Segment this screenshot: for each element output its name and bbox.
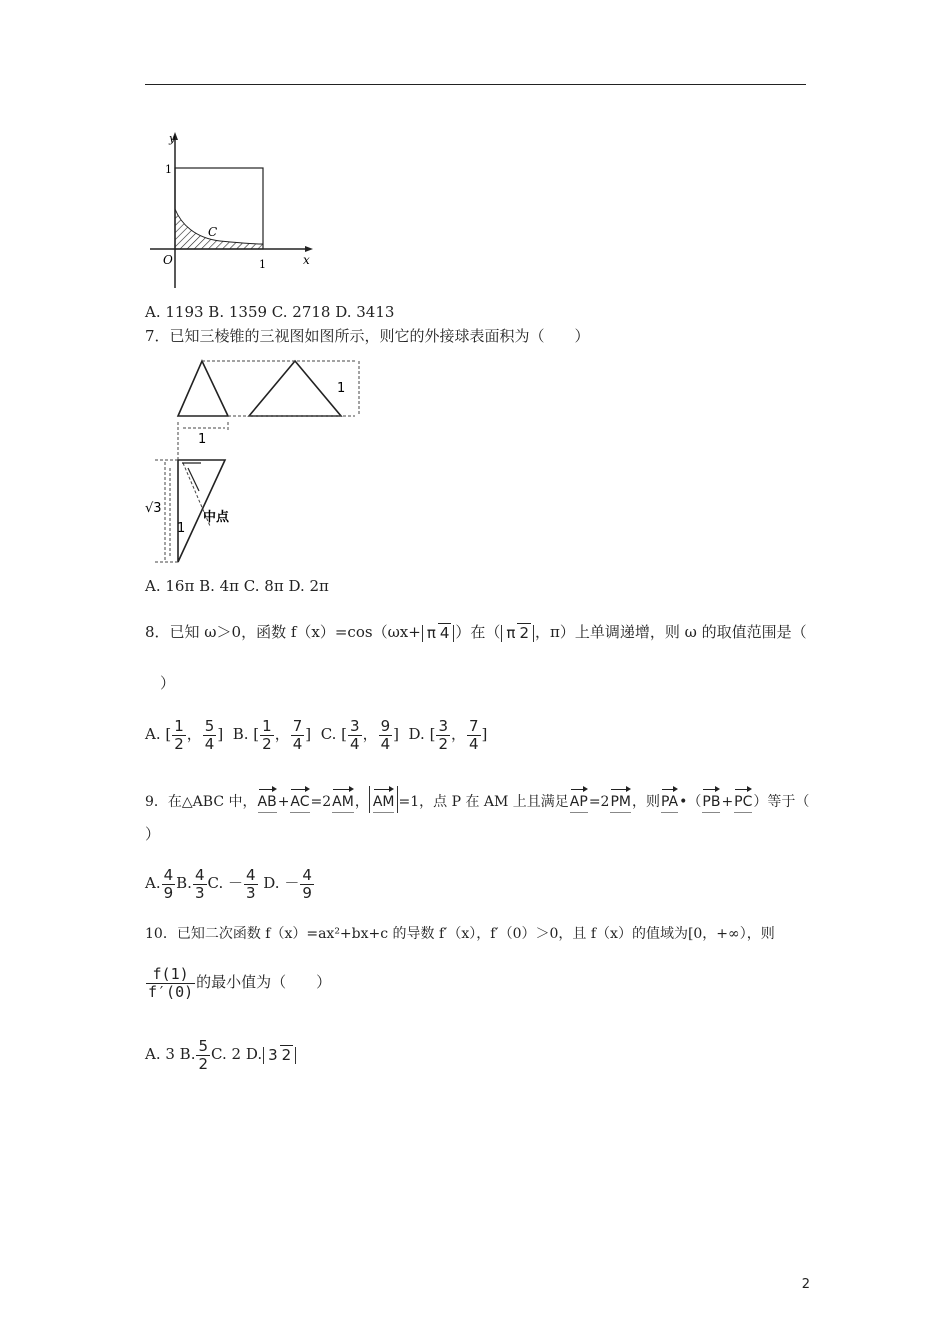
q9-opt-b-frac: $\frac{4}{3}$ [194,865,205,902]
curve-label: C [208,225,218,239]
y-label: y [169,132,176,145]
q9-opt-d-frac: $\frac{4}{9}$ [302,865,312,902]
vec-pm: PM [610,786,631,813]
vec-pb: PB [702,786,720,813]
q8-stem-c: ，π）上单调递增，则 ω 的取值范围是（ [535,623,807,641]
q10-frac: $\frac{f(1)}{f'(0)}$ [148,964,194,1001]
q7-stem: 7．已知三棱锥的三视图如图所示，则它的外接球表面积为（ ） [145,327,590,345]
dim-sqrt3: √3 [145,501,162,516]
q8-opt-b-frac2: $\frac{7}{4}$ [292,716,303,753]
q9-opt-c-frac: $\frac{4}{3}$ [245,865,256,902]
q10-frac-line: $\frac{f(1)}{f'(0)}$ 的最小值为（ ） [148,964,332,1001]
q10-stem: 10．已知二次函数 f（x）=ax²+bx+c 的导数 f′（x），f′（0）＞0，且 f（x）的值域为[0，+∞），则 [145,926,775,942]
q8-opt-b-frac1: $\frac{1}{2}$ [262,716,272,753]
tick-y-1: 1 [165,163,172,176]
q10-opt-d-frac: 3 2 [263,1047,296,1064]
shaded-region [175,209,263,249]
dim-bottom: 1 [198,432,207,447]
q9-opt-a-frac: $\frac{4}{9}$ [163,865,174,902]
q9-stem-close: ） [145,825,161,843]
q10-opt-b-frac: $\frac{5}{2}$ [198,1036,209,1073]
vec-ac: AC [290,786,309,813]
vec-am-abs: AM [373,786,395,813]
q8-stem-close: ） [160,674,176,692]
vec-am: AM [332,786,354,813]
q8-frac-pi-2: π 2 [501,625,534,642]
tick-x-1: 1 [259,258,266,271]
q8-opt-a-frac1: $\frac{1}{2}$ [174,716,184,753]
q8-opt-c-frac2: $\frac{9}{4}$ [380,716,391,753]
origin-label: O [163,253,173,267]
front-view-triangle [178,361,228,416]
q7-three-view-figure [145,356,365,570]
q9-options: A. $\frac{4}{9}$ B. $\frac{4}{3}$ C. － $\frac{4}{3}$ D. － $\frac{4}{9}$ [145,865,312,902]
vec-ab: AB [258,786,277,813]
q8-opt-c-frac1: $\frac{3}{4}$ [350,716,360,753]
vec-ap: AP [570,786,588,813]
q8-opt-d-frac1: $\frac{3}{2}$ [438,716,448,753]
q8-opt-d-frac2: $\frac{7}{4}$ [469,716,479,753]
vec-pc: PC [734,786,752,813]
q8-options: A. [ $\frac{1}{2}$ ， $\frac{5}{4}$ ] B. [ $\frac{1}{2}$ ， $\frac{7}{4}$ ] C. [ $\frac{3}{4}$ ， $\frac{9}{4}$ ] D. [ $\frac{3}{2}$ ， $\frac{7}{4}$ ] [145,716,488,753]
q8-stem-a: 8．已知 ω＞0，函数 f（x）=cos（ωx+ [145,623,421,641]
page-number: 2 [801,1277,810,1292]
q7-options: A. 16π B. 4π C. 8π D. 2π [145,577,329,595]
q9-stem: 9．在△ABC 中，AB+AC=2AM， AM =1，点 P 在 AM 上且满足AP=2PM，则PA•（PB+PC）等于（ [145,786,809,813]
dim-inner: 1 [177,521,186,536]
x-label: x [303,253,310,267]
vec-pa: PA [661,786,678,813]
q6-options: A. 1193 B. 1359 C. 2718 D. 3413 [145,303,395,321]
header-rule [145,84,806,85]
q8-frac-pi-4: π 4 [422,625,455,642]
dim-side: 1 [337,381,346,396]
q10-options: A. 3 B. $\frac{5}{2}$ C. 2 D. 3 2 [145,1032,297,1076]
q6-figure [145,128,315,293]
q8-stem-b: ）在（ [455,623,501,641]
side-view-triangle [249,361,341,416]
q8-opt-a-frac2: $\frac{5}{4}$ [204,716,215,753]
midpoint-label: 中点 [203,510,230,525]
q8-stem [145,612,807,652]
